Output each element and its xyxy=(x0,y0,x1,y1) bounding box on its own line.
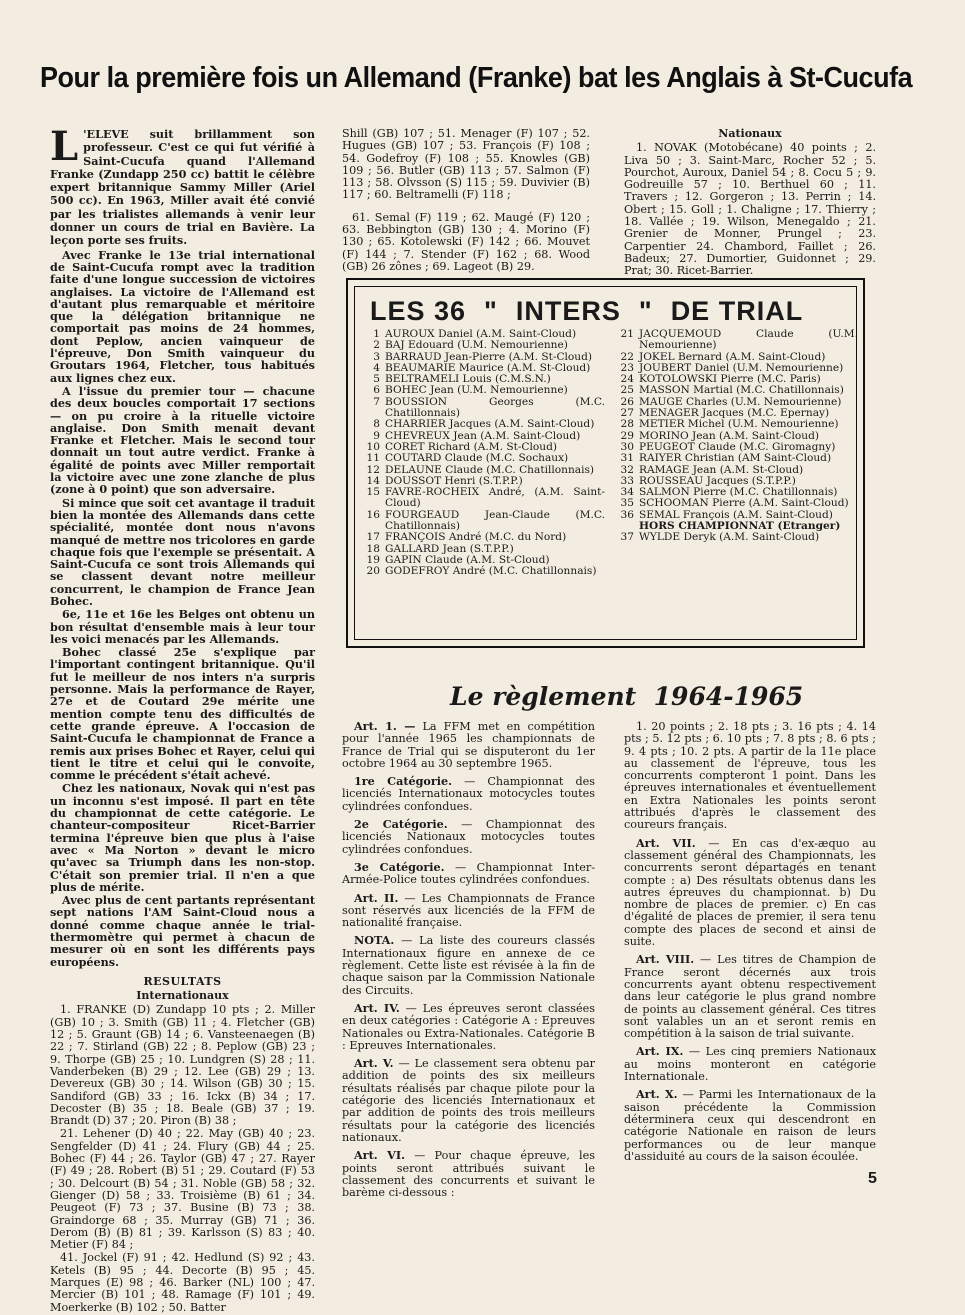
roster-name: PEUGEOT Claude (M.C. Giromagny) xyxy=(639,440,836,453)
roster-name: BELTRAMELI Louis (C.M.S.N.) xyxy=(385,373,551,386)
article-paragraph: 6e, 11e et 16e les Belges ont obtenu un bon résultat d'ensemble mais à leur tour les voici menacés par les Allemands. xyxy=(50,607,315,646)
results-paragraph: 61. Semal (F) 119 ; 62. Maugé (F) 120 ; 63. Bebbington (GB) 130 ; 4. Morino (F) 130 ; 65. Kotolewski (F) 142 ; 66. Mouvet (F) 144 ; 7. Stender (F) 162 ; 68. Wood (GB) 26 zônes ; 69. Lageot (B) 29. xyxy=(342,210,590,273)
results-paragraph: 41. Jockel (F) 91 ; 42. Hedlund (S) 92 ; 43. Ketels (B) 95 ; 44. Decorte (B) 95 ; 45. Marques (E) 98 ; 46. Barker (NL) 100 ; 47. Mercier (B) 101 ; 48. Ramage (F) 101 ; 49. Moerkerke (B) 102 ; 50. Batter xyxy=(50,1251,315,1314)
roster-name: CORET Richard (A.M. St-Cloud) xyxy=(385,440,558,453)
roster-number: 9 xyxy=(373,429,380,442)
roster-name: BARRAUD Jean-Pierre (A.M. St-Cloud) xyxy=(385,350,593,363)
inters-title-part: INTERS xyxy=(515,296,621,326)
roster-name: RAIYER Christian (AM Saint-Cloud) xyxy=(639,452,832,465)
article-text: — Parmi les Internationaux de la saison précédente la Commission déterminera ceux qui descendront en catégorie Nationale en raison de leurs performances ou de leur manque d'assiduité au cours de la saison écoulée. xyxy=(624,1088,877,1163)
article-body xyxy=(50,123,315,969)
nationaux-section xyxy=(624,128,876,279)
reglement-article xyxy=(624,837,876,949)
inters-roster-right xyxy=(614,329,858,544)
hors-championnat-label: HORS CHAMPIONNAT (Etranger) xyxy=(639,520,841,533)
roster-name: GAPIN Claude (A.M. St-Cloud) xyxy=(385,553,550,566)
roster-number: 16 xyxy=(366,508,380,521)
roster-number: 36 xyxy=(620,508,634,521)
reglement-article xyxy=(342,1149,595,1199)
roster-number: 24 xyxy=(620,373,634,386)
roster-entry xyxy=(360,453,605,464)
inters-title-part: LES 36 xyxy=(370,296,467,326)
nationaux-results: 1. NOVAK (Motobécane) 40 points ; 2. Liva 50 ; 3. Saint-Marc, Rocher 52 ; 5. Pourchot, Auroux, Daniel 54 ; 8. Cocu 5 ; 9. Godreuille 57 ; 10. Berthuel 60 ; 11. Travers ; 12. Gorgeron ; 13. Perrin ; 14. Obert ; 15. Goll ; 1. Chaligne ; 17. Thierry ; 18. Vallée ; 19. Wilson, Menegaldo ; 21. Grenier de Monner, Prungel ; 23. Carpentier 24. Chambord, Faillet ; 26. Badeux; 27. Dumortier, Guidonnet ; 29. Prat; 30. Ricet-Barrier. xyxy=(624,141,876,278)
roster-entry xyxy=(360,340,605,351)
roster-number: 19 xyxy=(366,553,380,566)
reglement-title-years: 1964-1965 xyxy=(653,682,804,711)
reglement-article xyxy=(624,1088,876,1163)
article-text: — Les cinq premiers Nationaux au moins monteront en catégorie Internationale. xyxy=(624,1045,876,1084)
roster-name: CHEVREUX Jean (A.M. Saint-Cloud) xyxy=(385,429,581,442)
reglement-article xyxy=(624,1045,876,1083)
roster-name: BOUSSION Georges (M.C. Chatillonnais) xyxy=(385,395,605,420)
roster-number: 26 xyxy=(620,395,634,408)
roster-name: AUROUX Daniel (A.M. Saint-Cloud) xyxy=(385,328,577,340)
roster-name: JOUBERT Daniel (U.M. Nemourienne) xyxy=(639,361,844,374)
roster-number: 28 xyxy=(620,418,634,431)
roster-name: COUTARD Claude (M.C. Sochaux) xyxy=(385,452,569,465)
roster-number: 25 xyxy=(620,384,634,397)
roster-number: 8 xyxy=(373,418,380,431)
roster-name: SCHOOMAN Pierre (A.M. Saint-Cloud) xyxy=(639,497,849,510)
article-text: — En cas d'ex-æquo au classement général des Championnats, les concurrents seront départagés en tenant compte : a) Des résultats obtenus dans les autres épreuves du championnat. b) Du nombre de places de premier. c) En cas d'égalité de places de premier, il sera tenu compte des places de second et ainsi de suite. xyxy=(624,836,876,949)
article-paragraph: A l'issue du premier tour — chacune des deux boucles comportait 17 sections — on pu croire à la rituelle victoire anglaise. Don Smith menait devant Franke et Fletcher. Mais le second tour donnait un tout autre verdict. Franke à égalité de points avec Miller remportait la victoire avec une zone zlanche de plus (zone à 0 point) que son adversaire. xyxy=(50,383,315,497)
roster-name: MAUGE Charles (U.M. Nemourienne) xyxy=(639,395,842,408)
inters-roster-left xyxy=(360,329,605,578)
article-paragraph: Avec plus de cent partants représentant sept nations l'AM Saint-Cloud nous a donné comme chaque année le trial-thermomètre qui permet à chacun de mesurer où en sont les différents pays européens. xyxy=(50,893,315,969)
roster-name: RAMAGE Jean (A.M. St-Cloud) xyxy=(639,463,804,476)
roster-number: 30 xyxy=(620,440,634,453)
roster-number: 34 xyxy=(620,486,634,499)
roster-name: JOKEL Bernard (A.M. Saint-Cloud) xyxy=(639,350,826,363)
article-lead: Art. VII. xyxy=(636,835,696,850)
roster-number: 33 xyxy=(620,474,634,487)
roster-name: GODEFROY André (M.C. Chatillonnais) xyxy=(385,565,597,578)
inters-title-quote: " xyxy=(638,296,653,326)
reglement-title xyxy=(450,682,803,711)
roster-number: 27 xyxy=(620,407,634,420)
article-text: — Championnat des licenciés Internationaux motocycles toutes cylindrées confondues. xyxy=(342,775,595,813)
roster-entry xyxy=(360,510,605,533)
roster-entry xyxy=(360,566,605,577)
roster-name: MORINO Jean (A.M. Saint-Cloud) xyxy=(639,429,820,442)
roster-number: 22 xyxy=(620,350,634,363)
reglement-article xyxy=(342,934,595,996)
roster-number: 18 xyxy=(366,542,380,555)
roster-name: FRANÇOIS André (M.C. du Nord) xyxy=(385,531,567,544)
article-lead: Art. VIII. xyxy=(636,952,695,967)
nationaux-heading: Nationaux xyxy=(718,127,782,140)
roster-number: 32 xyxy=(620,463,634,476)
roster-entry xyxy=(614,532,858,543)
roster-name: SEMAL François (A.M. Saint-Cloud) xyxy=(639,508,833,521)
article-paragraph: Bohec classé 25e s'explique par l'important contingent britannique. Qu'il fut le meilleur de nos inters n'a surpris personne. Mais la performance de Rayer, 27e et de Coutard 29e mérite une mention compte tenu des difficultés de cette grande épreuve. A l'occasion de Saint-Cucufa le championnat de France a remis aux prises Bohec et Rayer, celui qui tient le titre et celui qui le convoite, comme le précédent s'était achevé. xyxy=(50,645,315,783)
article-text: — Les épreuves seront classées en deux catégories : Catégorie A : Epreuves Nationales ou Extra-Nationales. Catégorie B : Epreuves Internationales. xyxy=(342,1001,595,1052)
reglement-column-1 xyxy=(342,720,595,1204)
roster-number: 3 xyxy=(373,350,380,363)
roster-name: MASSON Martial (M.C. Chatillonnais) xyxy=(639,384,844,397)
article-lead: Art. VI. xyxy=(354,1148,405,1163)
roster-entry xyxy=(614,329,858,352)
roster-name: METIER Michel (U.M. Nemourienne) xyxy=(639,418,839,431)
roster-name: FAVRE-ROCHEIX André, (A.M. Saint-Cloud) xyxy=(385,486,605,510)
reglement-article xyxy=(342,775,595,813)
page-number: 5 xyxy=(868,1170,877,1187)
roster-number: 17 xyxy=(366,531,380,544)
roster-name: FOURGEAUD Jean-Claude (M.C. Chatillonnais) xyxy=(385,508,605,533)
article-lead: Art. IV. xyxy=(354,1000,400,1015)
roster-number: 14 xyxy=(366,474,380,487)
roster-name: CHARRIER Jacques (A.M. Saint-Cloud) xyxy=(385,418,595,431)
reglement-article xyxy=(342,720,595,770)
roster-number: 35 xyxy=(620,497,634,510)
roster-number: 6 xyxy=(373,384,380,397)
roster-name: SALMON Pierre (M.C. Chatillonnais) xyxy=(639,486,838,499)
article-text: — Championnat des licenciés Nationaux motocycles toutes cylindrées confondues. xyxy=(342,818,595,856)
roster-name: BOHEC Jean (U.M. Nemourienne) xyxy=(385,384,568,397)
article-lead: Art. X. xyxy=(636,1087,678,1102)
article-lead: Art. IX. xyxy=(636,1044,684,1059)
roster-name: BEAUMARIE Maurice (A.M. St-Cloud) xyxy=(385,361,591,374)
internationaux-heading: Internationaux xyxy=(136,989,229,1003)
article-paragraph: Chez les nationaux, Novak qui n'est pas un inconnu s'est imposé. Il part en tête du championnat de cette catégorie. Le chanteur-compositeur Ricet-Barrier termina l'épreuve bien que plus à l'aise avec « Ma Norton » devant le micro qu'avec sa Triumph dans les non-stop. C'était son premier trial. Il n'en a que plus de mérite. xyxy=(50,781,315,894)
roster-number: 5 xyxy=(373,373,380,386)
results-heading: RESULTATS xyxy=(143,974,222,988)
article-lead: Art. 1. — xyxy=(354,719,416,733)
article-paragraph: Si mince que soit cet avantage il traduit bien la montée des Allemands dans cette spécialité, montée dont nous n'avons manqué de mettre nos tricolores en garde chaque fois que l'exemple se présentait. A Saint-Cucufa ce sont trois Allemands qui se classent devant notre meilleur concurrent, le champion de France Jean Bohec. xyxy=(50,495,315,608)
results-paragraph: 21. Lehener (D) 40 ; 22. May (GB) 40 ; 23. Sengfelder (D) 41 ; 24. Flury (GB) 44 ; 25. Bohec (F) 44 ; 26. Taylor (GB) 47 ; 27. Rayer (F) 49 ; 28. Robert (B) 51 ; 29. Coutard (F) 53 ; 30. Delcourt (B) 54 ; 31. Noble (GB) 58 ; 32. Gienger (D) 58 ; 33. Troisième (B) 61 ; 34. Peugeot (F) 73 ; 37. Busine (B) 73 ; 38. Graindorge 68 ; 35. Murray (GB) 71 ; 36. Derom (B) (B) 81 ; 39. Karlsson (S) 83 ; 40. Metier (F) 84 ; xyxy=(50,1127,315,1252)
reglement-column-2 xyxy=(624,720,876,1168)
article-lead: 3e Catégorie. xyxy=(354,859,445,874)
article-lead: Art. II. xyxy=(354,890,399,905)
reglement-article xyxy=(342,892,595,930)
inters-title-quote: " xyxy=(484,296,498,326)
roster-name: DELAUNE Claude (M.C. Chatillonnais) xyxy=(385,463,595,476)
article-lead: 1re Catégorie. xyxy=(354,774,453,789)
inters-title xyxy=(370,296,858,327)
roster-number: 12 xyxy=(366,463,380,476)
reglement-article xyxy=(342,861,595,887)
roster-name: DOUSSOT Henri (S.T.P.P.) xyxy=(385,474,523,487)
roster-name: JACQUEMOUD Claude (U.M. Nemourienne) xyxy=(639,328,858,352)
reglement-title-text: Le règlement xyxy=(450,682,637,711)
results-paragraph: 1. FRANKE (D) Zundapp 10 pts ; 2. Miller (GB) 10 ; 3. Smith (GB) 11 ; 4. Fletcher (GB) 12 ; 5. Graunt (GB) 14 ; 6. Vansteenaegen (B) 22 ; 7. Stirland (GB) 22 ; 8. Peplow (GB) 23 ; 9. Thorpe (GB) 25 ; 10. Lundgren (S) 28 ; 11. Vanderbeken (B) 29 ; 12. Lee (GB) 29 ; 13. Devereux (GB) 30 ; 14. Wilson (GB) 30 ; 15. Sandiford (GB) 33 ; 16. Ickx (B) 34 ; 17. Decoster (B) 35 ; 18. Beale (GB) 37 ; 19. Brandt (D) 37 ; 20. Piron (B) 38 ; xyxy=(50,1003,315,1128)
results-paragraph: Shill (GB) 107 ; 51. Menager (F) 107 ; 52. Hugues (GB) 107 ; 53. François (F) 108 ; 54. Godefroy (F) 108 ; 55. Knowles (GB) 109 ; 56. Butler (GB) 113 ; 57. Salmon (F) 113 ; 58. Olvsson (S) 115 ; 59. Duvivier (B) 117 ; 60. Beltramelli (F) 118 ; xyxy=(342,127,590,202)
article-paragraph: Avec Franke le 13e trial international de Saint-Cucufa rompt avec la tradition faite d'une longue succession de victoires anglaises. La victoire de l'Allemand est d'autant plus remarquable et méritoire que la délégation britannique ne comportait pas moins de 24 hommes, dont Peplow, ancien vainqueur de l'épreuve, Don Smith vainqueur du Groutars 1964, Fletcher, tous habitués aux lignes chez eux. xyxy=(50,247,315,385)
reglement-article xyxy=(342,818,595,856)
article-column xyxy=(50,123,315,1315)
roster-number: 20 xyxy=(366,565,380,578)
article-text: — Les Championnats de France sont réservés aux licenciés de la FFM de nationalité française. xyxy=(342,891,595,930)
roster-entry xyxy=(360,397,605,420)
roster-name: KOTOLOWSKI Pierre (M.C. Paris) xyxy=(639,373,821,386)
roster-number: 15 xyxy=(366,486,380,499)
roster-entry xyxy=(360,532,605,543)
article-lead: Art. V. xyxy=(354,1056,394,1071)
article-text: 1. 20 points ; 2. 18 pts ; 3. 16 pts ; 4. 14 pts ; 5. 12 pts ; 6. 10 pts ; 7. 8 pts ; 8. 6 pts ; 9. 4 pts ; 10. 2 pts. A partir de la 11e place au classement de l'épreuve, tous les concurrents compteront 1 point. Dans les épreuves internationales et éventuellement en Extra Nationales les points seront attribués d'après le classement des coureurs français. xyxy=(624,720,876,832)
roster-number: 21 xyxy=(620,328,634,340)
results-continued xyxy=(342,128,590,274)
roster-number: 23 xyxy=(620,361,634,374)
roster-entry xyxy=(614,453,858,464)
lead-text: 'ELEVE suit brillamment son professeur. C'est ce qui fut vérifié à Saint-Cucufa quand l'Allemand Franke (Zundapp 250 cc) battit le célèbre expert britannique Sammy Miller (Ariel 500 cc). En 1963, Miller avait été convié par les trialistes allemands à venir leur donner un cours de trial en Bavière. La leçon porte ses fruits. xyxy=(50,127,315,248)
roster-number: 7 xyxy=(373,395,380,408)
article-text: — Les titres de Champion de France seront décernés aux trois concurrents ayant obtenu respectivement dans leur catégorie le plus grand nombre de points au classement général. Ces titres sont valables un an et seront remis en compétition à la saison de trial suivante. xyxy=(624,953,876,1041)
roster-entry xyxy=(614,419,858,430)
roster-name: MENAGER Jacques (M.C. Epernay) xyxy=(639,407,830,420)
reglement-article xyxy=(624,953,876,1040)
results-list xyxy=(50,1004,315,1313)
roster-name: WYLDE Deryk (A.M. Saint-Cloud) xyxy=(639,531,820,544)
roster-name: ROUSSEAU Jacques (S.T.P.P.) xyxy=(639,474,796,487)
roster-entry xyxy=(360,419,605,430)
reglement-article xyxy=(624,720,876,832)
article-text: — La liste des coureurs classés Internationaux figure en annexe de ce règlement. Cette liste est révisée à la fin de chaque saison par la Commission Nationale des Circuits. xyxy=(342,934,595,997)
roster-number: 1 xyxy=(373,328,380,340)
article-text: — Championnat Inter-Armée-Police toutes cylindrées confondues. xyxy=(342,860,595,887)
reglement-article xyxy=(342,1057,595,1144)
article-lead-paragraph xyxy=(50,123,315,248)
article-text: — Pour chaque épreuve, les points seront attribués suivant le classement des concurrents et suivant le barème ci-dessous : xyxy=(342,1149,596,1200)
roster-number: 29 xyxy=(620,429,634,442)
roster-entry xyxy=(360,487,605,510)
reglement-article xyxy=(342,1002,595,1052)
roster-number: 2 xyxy=(373,339,380,352)
article-text: — Le classement sera obtenu par addition de points des six meilleurs résultats réalisés par chaque pilote pour la catégorie des licenciés Internationaux et par addition de points des trois meilleurs résultats pour la catégorie des licenciés nationaux. xyxy=(342,1057,595,1144)
roster-number: 11 xyxy=(366,452,380,465)
inters-title-part: DE TRIAL xyxy=(670,296,804,326)
dropcap: L xyxy=(50,123,79,170)
roster-name: BAJ Edouard (U.M. Nemourienne) xyxy=(385,339,568,352)
article-lead: NOTA. xyxy=(354,933,395,948)
roster-number: 4 xyxy=(373,361,380,374)
roster-number: 37 xyxy=(620,531,634,544)
article-text: La FFM met en compétition pour l'année 1965 les championnats de France de Trial qui se disputeront du 1er octobre 1964 au 30 septembre 1965. xyxy=(342,720,595,770)
roster-number: 10 xyxy=(366,440,380,453)
roster-name: GALLARD Jean (S.T.P.P.) xyxy=(385,542,514,555)
article-lead: 2e Catégorie. xyxy=(354,817,448,832)
headline: Pour la première fois un Allemand (Franke) bat les Anglais à St-Cucufa xyxy=(40,62,913,94)
roster-number: 31 xyxy=(620,452,634,465)
